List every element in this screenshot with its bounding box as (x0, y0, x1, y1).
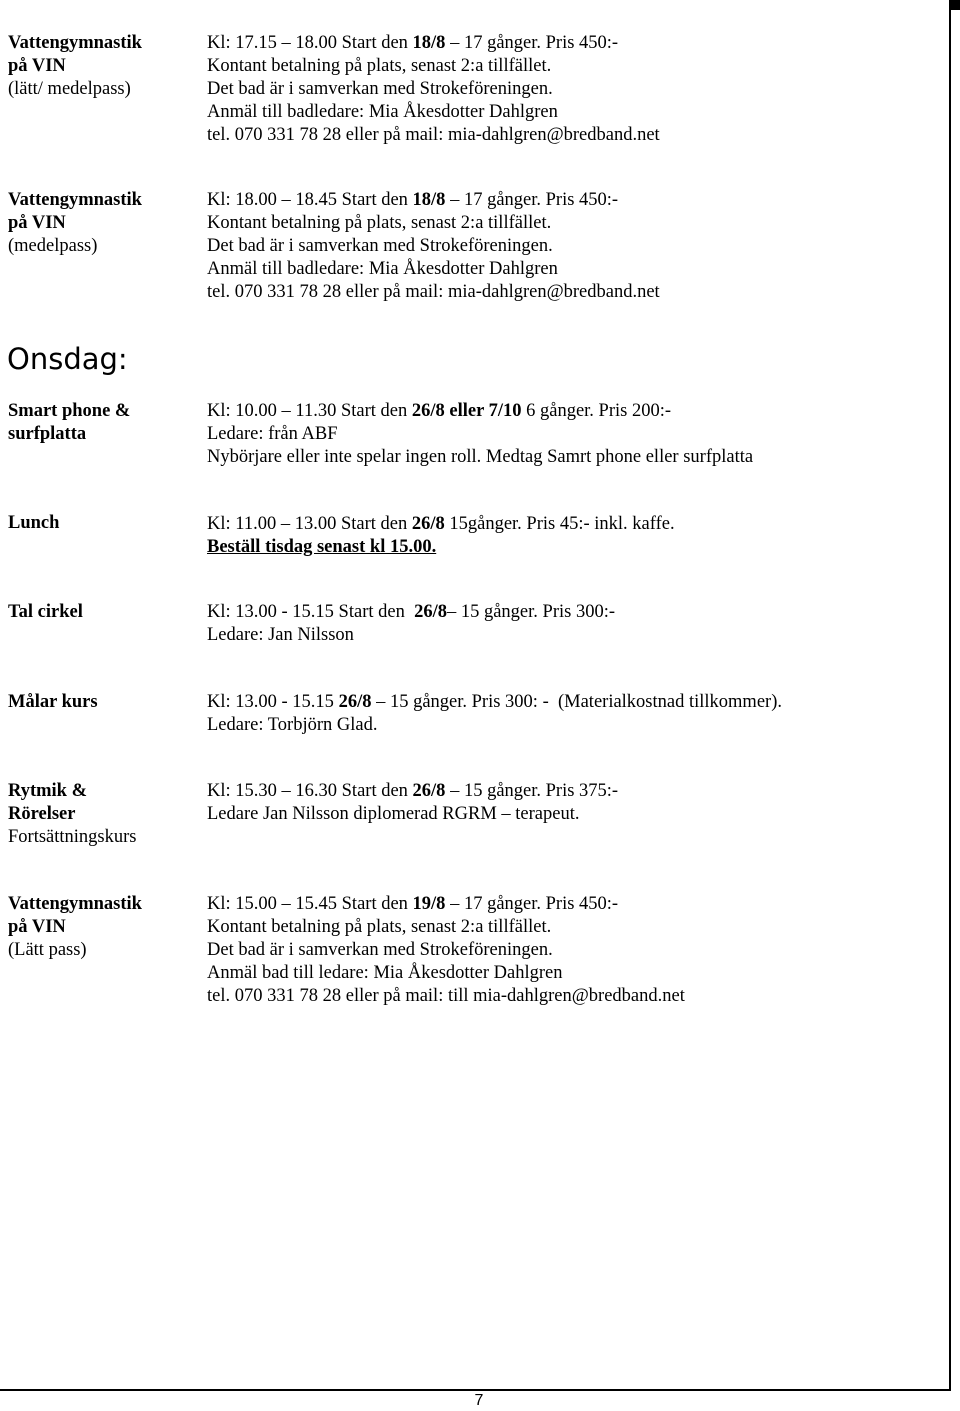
label-line: (lätt/ medelpass) (8, 79, 131, 99)
label-line: (Lätt pass) (8, 940, 87, 960)
detail-line: Anmäl till badledare: Mia Åkesdotter Dahlgren (207, 259, 558, 279)
detail-line: Ledare: från ABF (207, 424, 338, 444)
detail-line: Ledare: Torbjörn Glad. (207, 715, 378, 735)
start-date: 26/8 (411, 401, 445, 421)
label-line: (medelpass) (8, 236, 98, 256)
start-date: 18/8 (412, 33, 446, 53)
entry-label (8, 780, 203, 849)
entry-body (207, 780, 937, 826)
entry-body (207, 400, 937, 469)
start-date: 26/8 (338, 692, 372, 712)
entry-body (207, 893, 937, 1008)
start-date: 18/8 (412, 190, 446, 210)
start-date: 26/8 (414, 602, 447, 622)
entry-label (8, 512, 203, 535)
label-line: Lunch (8, 513, 60, 533)
detail-line: Kontant betalning på plats, senast 2:a tillfället. (207, 917, 552, 937)
time-line: Kl: 11.00 – 13.00 Start den 26/8 15gånger. Pris 45:- inkl. kaffe. (207, 514, 675, 534)
detail-line: Nybörjare eller inte spelar ingen roll. Medtag Samrt phone eller surfplatta (207, 447, 754, 467)
label-line: Fortsättningskurs (8, 827, 137, 847)
start-date: 26/8 (411, 514, 445, 534)
label-line: Smart phone & (8, 401, 131, 421)
detail-line: Kontant betalning på plats, senast 2:a tillfället. (207, 213, 552, 233)
label-line: på VIN (8, 917, 66, 937)
detail-line: Det bad är i samverkan med Strokeföreningen. (207, 79, 553, 99)
label-line: på VIN (8, 56, 66, 76)
contact-line: tel. 070 331 78 28 eller på mail: mia-dahlgren@bredband.net (207, 125, 660, 145)
section-heading: Onsdag: (7, 342, 128, 376)
alt-date: 7/10 (488, 401, 522, 421)
time-line: Kl: 13.00 - 15.15 26/8 – 15 gånger. Pris 300: - (Materialkostnad tillkommer). (207, 692, 782, 712)
entry-label (8, 400, 203, 446)
entry-label (8, 32, 203, 101)
label-line: Vattengymnastik (8, 190, 142, 210)
label-line: Tal cirkel (8, 602, 83, 622)
time-line: Kl: 17.15 – 18.00 Start den 18/8 – 17 gånger. Pris 450:- (207, 33, 619, 53)
time-line: Kl: 13.00 - 15.15 Start den 26/8– 15 gånger. Pris 300:- (207, 602, 615, 622)
detail-line: Det bad är i samverkan med Strokeföreningen. (207, 940, 553, 960)
entry-label (8, 893, 203, 962)
label-line: Rörelser (8, 804, 76, 824)
label-line: Vattengymnastik (8, 33, 142, 53)
entry-label (8, 189, 203, 258)
start-date: 26/8 (412, 781, 446, 801)
label-line: Målar kurs (8, 692, 98, 712)
detail-line: Det bad är i samverkan med Strokeföreningen. (207, 236, 553, 256)
contact-line: tel. 070 331 78 28 eller på mail: till mia-dahlgren@bredband.net (207, 986, 685, 1006)
corner-mark (950, 0, 960, 10)
contact-line: tel. 070 331 78 28 eller på mail: mia-dahlgren@bredband.net (207, 282, 660, 302)
entry-label (8, 691, 203, 714)
start-date: 19/8 (412, 894, 446, 914)
entry-body (207, 691, 937, 737)
label-line: Rytmik & (8, 781, 87, 801)
order-note: Beställ tisdag senast kl 15.00. (207, 537, 437, 557)
detail-line: Kontant betalning på plats, senast 2:a tillfället. (207, 56, 552, 76)
time-line: Kl: 18.00 – 18.45 Start den 18/8 – 17 gånger. Pris 450:- (207, 190, 619, 210)
detail-line: Ledare Jan Nilsson diplomerad RGRM – terapeut. (207, 804, 580, 824)
time-line: Kl: 15.30 – 16.30 Start den 26/8 – 15 gånger. Pris 375:- (207, 781, 619, 801)
entry-label (8, 601, 203, 624)
label-line: surfplatta (8, 424, 87, 444)
page-number: 7 (474, 1392, 484, 1409)
entry-body (207, 601, 937, 647)
label-line: Vattengymnastik (8, 894, 142, 914)
detail-line: Ledare: Jan Nilsson (207, 625, 354, 645)
label-line: på VIN (8, 213, 66, 233)
detail-line: Anmäl bad till ledare: Mia Åkesdotter Dahlgren (207, 963, 563, 983)
detail-line: Anmäl till badledare: Mia Åkesdotter Dahlgren (207, 102, 558, 122)
time-line: Kl: 10.00 – 11.30 Start den 26/8 eller 7/10 6 gånger. Pris 200:- (207, 401, 672, 421)
entry-body (207, 189, 937, 304)
time-line: Kl: 15.00 – 15.45 Start den 19/8 – 17 gånger. Pris 450:- (207, 894, 619, 914)
entry-body (207, 32, 937, 147)
entry-body (207, 513, 937, 559)
